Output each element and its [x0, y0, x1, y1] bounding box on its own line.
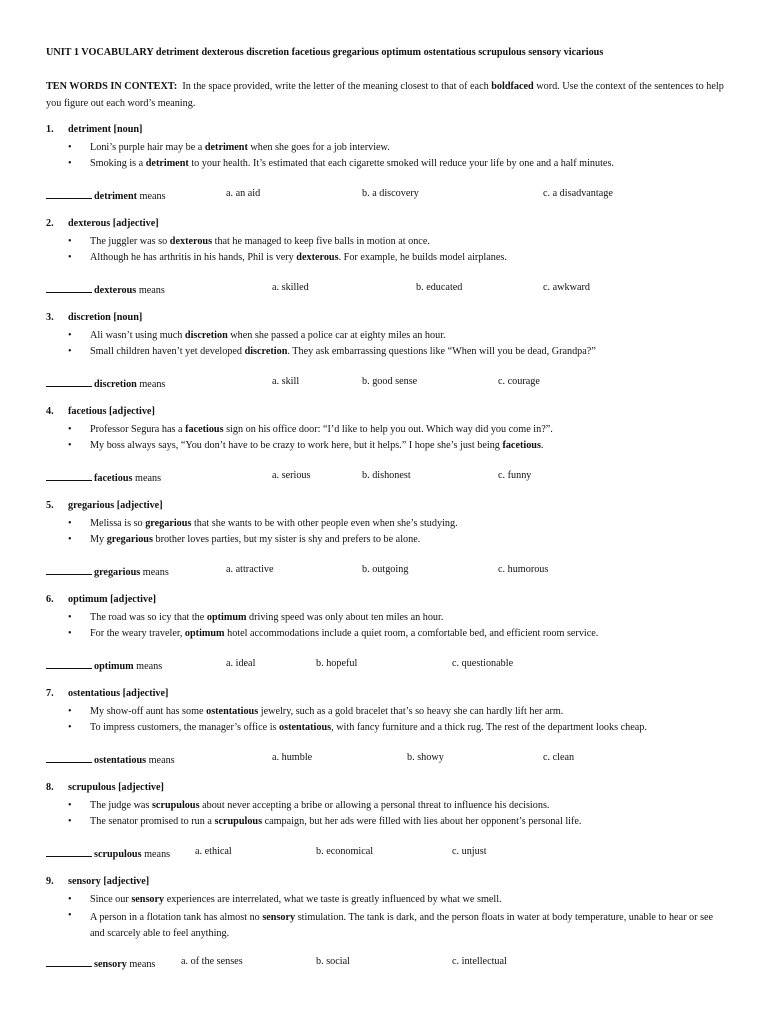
- sentence-pre: A person in a flotation tank has almost no: [90, 912, 263, 923]
- choice-option: b. social: [316, 956, 350, 967]
- item-heading: discretion [noun]: [68, 312, 143, 323]
- bullet-icon: •: [68, 158, 72, 169]
- sentence-pre: The juggler was so: [90, 236, 170, 247]
- sentence-bold-word: sensory: [131, 894, 165, 905]
- item-heading: facetious [adjective]: [68, 406, 155, 417]
- means-label: means: [136, 661, 163, 672]
- sentence-bold-word: dexterous: [169, 236, 213, 247]
- item-heading: optimum [adjective]: [68, 594, 156, 605]
- bullet-icon: •: [68, 534, 72, 545]
- choice-option: b. showy: [407, 752, 444, 763]
- sentence-pre: Melissa is so: [90, 518, 146, 529]
- item-heading: sensory [adjective]: [68, 876, 150, 887]
- answer-word: gregarious: [94, 567, 141, 578]
- choice-option: a. skilled: [272, 282, 309, 293]
- answer-word: optimum: [94, 661, 134, 672]
- answer-blank[interactable]: [46, 376, 92, 387]
- sentence-pre: My: [90, 534, 107, 545]
- bullet-icon: •: [68, 894, 72, 905]
- instructions-text-2: word. Use the context of the sentences to help you figure out each word’s meaning.: [46, 81, 724, 109]
- sentence-text: [90, 252, 507, 263]
- item-heading: ostentatious [adjective]: [68, 688, 169, 699]
- sentence-bold-word: ostentatious: [279, 722, 332, 733]
- choice-option: c. humorous: [498, 564, 549, 575]
- choice-option: a. of the senses: [181, 956, 243, 967]
- bullet-icon: •: [68, 236, 72, 247]
- sentence-pre: Small children haven’t yet developed: [90, 346, 245, 357]
- sentence-text: [90, 816, 581, 827]
- sentence-text: [90, 440, 543, 451]
- choice-option: b. a discovery: [362, 188, 419, 199]
- choice-option: c. questionable: [452, 658, 514, 669]
- answer-blank[interactable]: [46, 470, 92, 481]
- answer-blank[interactable]: [46, 188, 92, 199]
- answer-blank[interactable]: [46, 564, 92, 575]
- sentence-bold-word: optimum: [184, 628, 225, 639]
- sentence-pre: My show-off aunt has some: [90, 706, 207, 717]
- sentence-bold-word: ostentatious: [206, 706, 259, 717]
- choice-option: c. clean: [543, 752, 575, 763]
- means-label: means: [144, 849, 171, 860]
- answer-blank[interactable]: [46, 658, 92, 669]
- sentence-post: , with fancy furniture and a thick rug. The rest of the department looks cheap.: [331, 722, 647, 733]
- sentence-bold-word: gregarious: [106, 534, 153, 545]
- instructions-text-1: In the space provided, write the letter of the meaning closest to that of each: [182, 81, 489, 92]
- item-number: 4.: [46, 406, 54, 417]
- answer-blank[interactable]: [46, 282, 92, 293]
- bullet-icon: •: [68, 440, 72, 451]
- choice-option: a. ethical: [195, 846, 232, 857]
- sentence-post: . For example, he builds model airplanes.: [338, 252, 507, 263]
- choice-option: a. attractive: [226, 564, 274, 575]
- choice-option: b. hopeful: [316, 658, 358, 669]
- choice-option: c. unjust: [452, 846, 487, 857]
- sentence-bold-word: scrupulous: [214, 816, 263, 827]
- sentence-bold-word: gregarious: [145, 518, 192, 529]
- bullet-icon: •: [68, 346, 72, 357]
- item-number: 2.: [46, 218, 54, 229]
- bullet-icon: •: [68, 424, 72, 435]
- sentence-post: jewelry, such as a gold bracelet that’s so heavy she can hardly lift her arm.: [258, 706, 564, 717]
- sentence-text: [90, 142, 390, 153]
- sentence-post: hotel accommodations include a quiet room, a comfortable bed, and efficient room service.: [224, 628, 599, 639]
- sentence-text: [90, 518, 458, 529]
- sentence-text: [90, 910, 720, 942]
- item-heading: scrupulous [adjective]: [68, 782, 164, 793]
- answer-word: detriment: [94, 191, 137, 202]
- sentence-bold-word: sensory: [262, 912, 296, 923]
- choice-option: b. educated: [416, 282, 463, 293]
- sentence-pre: Although he has arthritis in his hands, Phil is very: [90, 252, 297, 263]
- sentence-pre: The senator promised to run a: [90, 816, 215, 827]
- sentence-text: [90, 158, 614, 169]
- sentence-pre: The judge was: [90, 800, 152, 811]
- choice-option: a. humble: [272, 752, 313, 763]
- sentence-bold-word: detriment: [145, 158, 189, 169]
- sentence-pre: My boss always says, “You don’t have to be crazy to work here, but it helps.” I hope she’s just being: [90, 440, 503, 451]
- instructions: [46, 78, 726, 112]
- answer-line: [46, 564, 169, 578]
- sentence-post: experiences are interrelated, what we taste is greatly influenced by what we smell.: [164, 894, 502, 905]
- sentence-text: [90, 236, 430, 247]
- answer-line: [46, 752, 175, 766]
- sentence-pre: For the weary traveler,: [90, 628, 185, 639]
- means-label: means: [139, 379, 166, 390]
- answer-word: ostentatious: [94, 755, 147, 766]
- sentence-pre: Since our: [90, 894, 132, 905]
- item-number: 6.: [46, 594, 54, 605]
- choice-option: a. skill: [272, 376, 300, 387]
- answer-line: [46, 956, 155, 970]
- choice-option: a. an aid: [226, 188, 261, 199]
- answer-blank[interactable]: [46, 956, 92, 967]
- sentence-bold-word: facetious: [502, 440, 541, 451]
- bullet-icon: •: [68, 706, 72, 717]
- sentence-post: that he managed to keep five balls in motion at once.: [212, 236, 430, 247]
- sentence-pre: Smoking is a: [90, 158, 146, 169]
- instructions-label: TEN WORDS IN CONTEXT:: [46, 81, 178, 92]
- item-number: 1.: [46, 124, 54, 135]
- sentence-post: .: [540, 440, 544, 451]
- bullet-icon: •: [68, 142, 72, 153]
- means-label: means: [148, 755, 175, 766]
- sentence-post: about never accepting a bribe or allowing a personal threat to influence his decisions.: [199, 800, 550, 811]
- answer-line: [46, 188, 166, 202]
- sentence-post: when she goes for a job interview.: [247, 142, 390, 153]
- answer-word: discretion: [94, 379, 137, 390]
- sentence-text: [90, 534, 420, 545]
- bullet-icon: •: [68, 910, 72, 921]
- sentence-post: driving speed was only about ten miles an hour.: [246, 612, 444, 623]
- sentence-post: brother loves parties, but my sister is shy and prefers to be alone.: [152, 534, 421, 545]
- answer-word: dexterous: [94, 285, 137, 296]
- choice-option: a. ideal: [226, 658, 256, 669]
- sentence-text: [90, 628, 598, 639]
- sentence-text: [90, 894, 502, 905]
- page-title: UNIT 1 VOCABULARY detriment dexterous discretion facetious gregarious optimum ostentatious scrupulous sensory vicarious: [46, 47, 604, 58]
- sentence-text: [90, 330, 446, 341]
- answer-line: [46, 658, 162, 672]
- choice-option: c. a disadvantage: [543, 188, 613, 199]
- sentence-bold-word: dexterous: [296, 252, 339, 263]
- sentence-bold-word: discretion: [184, 330, 228, 341]
- sentence-post: to your health. It’s estimated that each cigarette smoked will reduce your life by one and a half minutes.: [188, 158, 614, 169]
- choice-option: c. intellectual: [452, 956, 507, 967]
- sentence-bold-word: discretion: [244, 346, 288, 357]
- sentence-bold-word: detriment: [204, 142, 248, 153]
- sentence-bold-word: scrupulous: [151, 800, 200, 811]
- instructions-bold-word: boldfaced: [491, 81, 534, 92]
- sentence-post: stimulation. The tank is dark, and the person floats in water at body temperature, unable to hear or see and scarcely able to feel anything.: [90, 912, 714, 939]
- sentence-text: [90, 346, 596, 357]
- sentence-text: [90, 706, 563, 717]
- sentence-bold-word: facetious: [185, 424, 224, 435]
- choice-option: c. funny: [498, 470, 532, 481]
- item-number: 8.: [46, 782, 54, 793]
- sentence-pre: The road was so icy that the: [90, 612, 207, 623]
- item-number: 3.: [46, 312, 54, 323]
- item-number: 7.: [46, 688, 54, 699]
- choice-option: c. courage: [498, 376, 540, 387]
- sentence-post: when she passed a police car at eighty miles an hour.: [227, 330, 446, 341]
- sentence-post: that she wants to be with other people even when she’s studying.: [191, 518, 458, 529]
- item-number: 5.: [46, 500, 54, 511]
- bullet-icon: •: [68, 518, 72, 529]
- item-heading: dexterous [adjective]: [68, 218, 159, 229]
- bullet-icon: •: [68, 800, 72, 811]
- answer-line: [46, 282, 165, 296]
- sentence-post: . They ask embarrassing questions like “When will you be dead, Grandpa?”: [287, 346, 596, 357]
- sentence-text: [90, 722, 647, 733]
- choice-option: b. dishonest: [362, 470, 411, 481]
- item-heading: detriment [noun]: [68, 124, 143, 135]
- item-number: 9.: [46, 876, 54, 887]
- choice-option: b. good sense: [362, 376, 418, 387]
- answer-blank[interactable]: [46, 752, 92, 763]
- sentence-text: [90, 800, 549, 811]
- means-label: means: [138, 285, 165, 296]
- means-label: means: [135, 473, 162, 484]
- bullet-icon: •: [68, 330, 72, 341]
- choice-option: a. serious: [272, 470, 311, 481]
- bullet-icon: •: [68, 816, 72, 827]
- sentence-bold-word: optimum: [206, 612, 247, 623]
- sentence-pre: Loni’s purple hair may be a: [90, 142, 205, 153]
- answer-blank[interactable]: [46, 846, 92, 857]
- bullet-icon: •: [68, 252, 72, 263]
- choice-option: b. economical: [316, 846, 374, 857]
- sentence-text: [90, 424, 553, 435]
- sentence-pre: Ali wasn’t using much: [90, 330, 185, 341]
- answer-word: scrupulous: [94, 849, 142, 860]
- means-label: means: [129, 959, 156, 970]
- sentence-pre: Professor Segura has a: [90, 424, 186, 435]
- answer-word: sensory: [94, 959, 127, 970]
- bullet-icon: •: [68, 612, 72, 623]
- sentence-text: [90, 612, 443, 623]
- means-label: means: [142, 567, 169, 578]
- bullet-icon: •: [68, 628, 72, 639]
- item-heading: gregarious [adjective]: [68, 500, 163, 511]
- sentence-pre: To impress customers, the manager’s office is: [90, 722, 280, 733]
- choice-option: b. outgoing: [362, 564, 409, 575]
- answer-line: [46, 376, 165, 390]
- answer-line: [46, 846, 170, 860]
- sentence-post: campaign, but her ads were filled with lies about her opponent’s personal life.: [262, 816, 582, 827]
- answer-line: [46, 470, 161, 484]
- bullet-icon: •: [68, 722, 72, 733]
- sentence-post: sign on his office door: “I’d like to help you out. Which way did you come in?”.: [223, 424, 553, 435]
- answer-word: facetious: [94, 473, 133, 484]
- means-label: means: [139, 191, 166, 202]
- choice-option: c. awkward: [543, 282, 590, 293]
